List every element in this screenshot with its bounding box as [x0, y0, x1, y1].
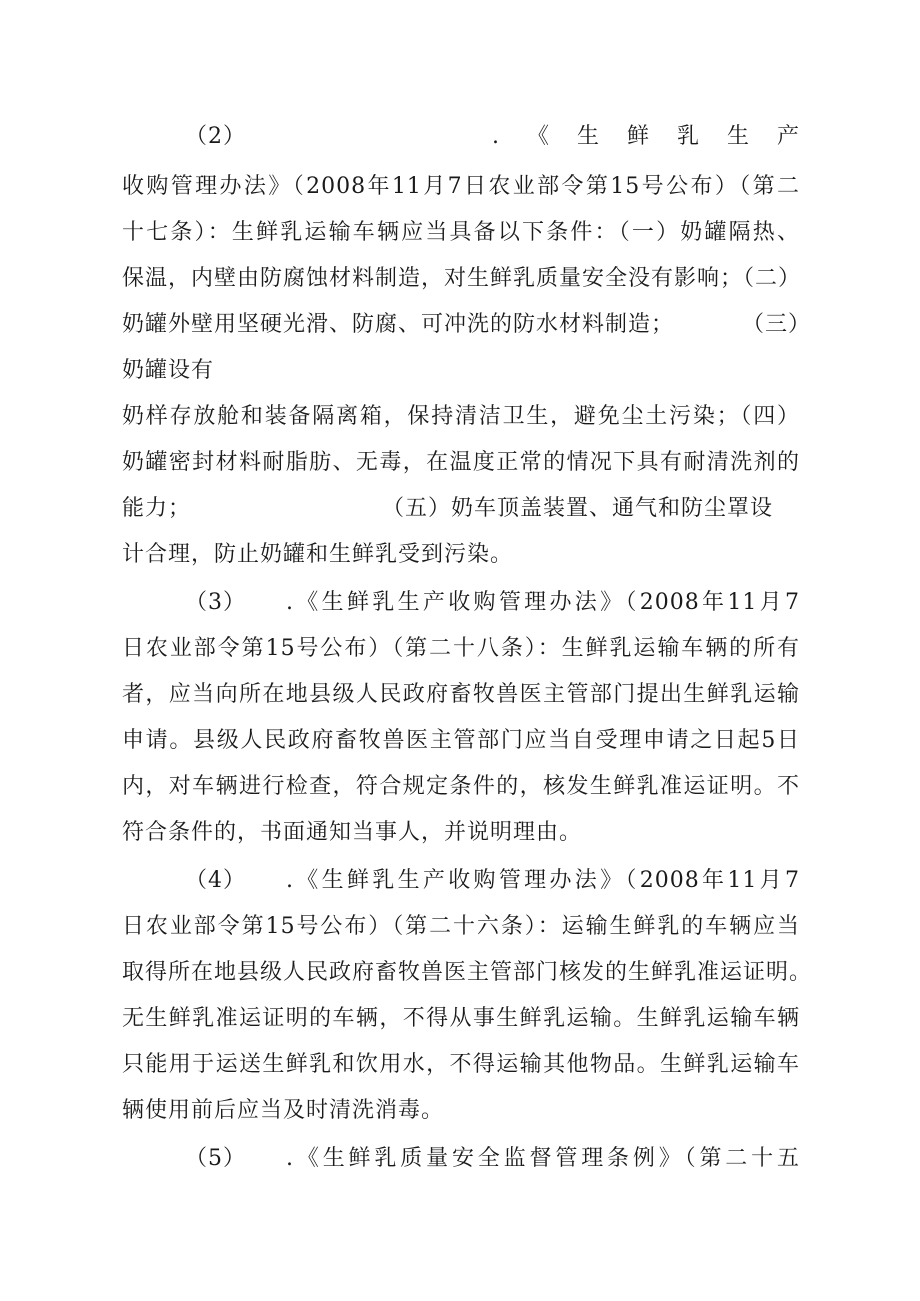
text-line: 奶样存放舱和装备隔离箱，保持清洁卫生，避免尘土污染；（四） — [122, 404, 800, 429]
item-5-citation-start: .《生鲜乳质量安全监督管理条例》（第二十五 — [286, 1146, 800, 1171]
text-line: 者，应当向所在地县级人民政府畜牧兽医主管部门提出生鲜乳运输 — [122, 682, 800, 707]
item-5-number: （5） — [185, 1146, 246, 1171]
text-line: 奶罐外壁用坚硬光滑、防腐、可冲洗的防水材料制造； — [122, 312, 675, 337]
text-line: 符合条件的，书面通知当事人，并说明理由。 — [122, 820, 583, 845]
text-line: 能力； — [122, 496, 192, 521]
condition-five-text: （五）奶车顶盖装置、通气和防尘罩设 — [382, 496, 774, 521]
item-4-number: （4） — [185, 868, 246, 893]
text-line: 内，对车辆进行检查，符合规定条件的，核发生鲜乳准运证明。不 — [122, 774, 800, 799]
text-line: 日农业部令第15号公布）（第二十六条）：运输生鲜乳的车辆应当 — [122, 914, 800, 939]
item-2-number: （2） — [185, 124, 246, 149]
item-3-number: （3） — [185, 590, 246, 615]
text-line: 奶罐设有 — [122, 358, 215, 383]
text-line: 日农业部令第15号公布）（第二十八条）：生鲜乳运输车辆的所有 — [122, 636, 800, 661]
text-line: 计合理，防止奶罐和生鲜乳受到污染。 — [122, 542, 514, 567]
condition-three-marker: （三） — [742, 312, 812, 337]
item-4-citation-start: .《生鲜乳生产收购管理办法》（2008年11月7 — [286, 868, 800, 893]
text-line: 无生鲜乳准运证明的车辆，不得从事生鲜乳运输。生鲜乳运输车辆 — [122, 1006, 800, 1031]
text-line: 申请。县级人民政府畜牧兽医主管部门应当自受理申请之日起5日 — [122, 728, 800, 753]
text-line: 取得所在地县级人民政府畜牧兽医主管部门核发的生鲜乳准运证明。 — [122, 960, 813, 985]
text-line: 收购管理办法》（2008年11月7日农业部令第15号公布）（第二 — [122, 174, 800, 199]
item-3-citation-start: .《生鲜乳生产收购管理办法》（2008年11月7 — [286, 590, 800, 615]
text-line: 奶罐密封材料耐脂肪、无毒，在温度正常的情况下具有耐清洗剂的 — [122, 450, 800, 475]
text-line: 十七条）：生鲜乳运输车辆应当具备以下条件：（一）奶罐隔热、 — [122, 220, 800, 245]
text-line: 保温，内壁由防腐蚀材料制造，对生鲜乳质量安全没有影响；（二） — [122, 266, 802, 291]
text-line: 辆使用前后应当及时清洗消毒。 — [122, 1098, 445, 1123]
item-2-citation-start: .《生鲜乳生产 — [492, 124, 800, 149]
text-line: 只能用于运送生鲜乳和饮用水，不得运输其他物品。生鲜乳运输车 — [122, 1052, 800, 1077]
